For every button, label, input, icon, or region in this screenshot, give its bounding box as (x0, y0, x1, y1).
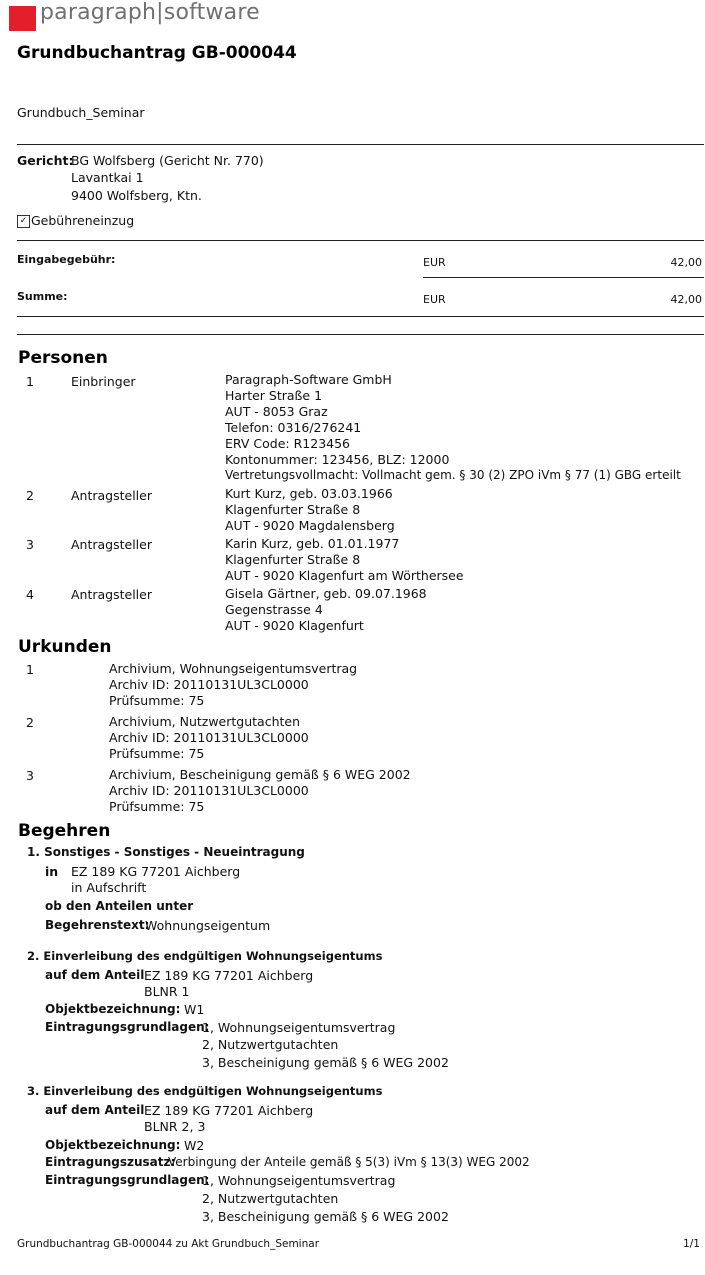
begehren-3-grund-line: 2, Nutzwertgutachten (202, 1191, 339, 1206)
urkunde-line: Archiv ID: 20110131UL3CL0000 (109, 730, 309, 745)
begehren-2-objekt-value: W1 (184, 1002, 205, 1017)
person-line: Gisela Gärtner, geb. 09.07.1968 (225, 586, 427, 601)
urkunde-line: Archivium, Bescheinigung gemäß § 6 WEG 2002 (109, 767, 411, 782)
person-line: Kurt Kurz, geb. 03.03.1966 (225, 486, 393, 501)
person-num: 1 (26, 374, 34, 389)
person-line: AUT - 9020 Magdalensberg (225, 518, 395, 533)
begehren-3-grund-label: Eintragungsgrundlagen: (45, 1173, 210, 1187)
person-line: AUT - 8053 Graz (225, 404, 328, 419)
urkunde-line: Archiv ID: 20110131UL3CL0000 (109, 783, 309, 798)
person-role: Antragsteller (71, 587, 152, 602)
gericht-line3: 9400 Wolfsberg, Ktn. (71, 188, 202, 203)
begehren-2-anteil-line2: BLNR 1 (144, 984, 190, 999)
person-num: 2 (26, 488, 34, 503)
begehren-2-grund-line: 2, Nutzwertgutachten (202, 1037, 339, 1052)
begehren-3-objekt-label: Objektbezeichnung: (45, 1138, 181, 1152)
begehren-1-text-value: Wohnungseigentum (145, 918, 271, 933)
begehren-2-anteil-label: auf dem Anteil (45, 968, 145, 982)
urkunde-line: Prüfsumme: 75 (109, 799, 205, 814)
person-line: Gegenstrasse 4 (225, 602, 323, 617)
person-line: Klagenfurter Straße 8 (225, 502, 361, 517)
begehren-1-in-line1: EZ 189 KG 77201 Aichberg (71, 864, 241, 879)
person-line: Paragraph-Software GmbH (225, 372, 392, 387)
gebuehreneinzug-label: Gebühreneinzug (31, 213, 135, 228)
divider (17, 240, 704, 241)
gericht-line2: Lavantkai 1 (71, 170, 144, 185)
logo-text: paragraph|software (40, 0, 260, 25)
footer-text: Grundbuchantrag GB-000044 zu Akt Grundbuch_Seminar (17, 1238, 320, 1250)
begehren-3-grund-line: 1, Wohnungseigentumsvertrag (202, 1173, 396, 1188)
begehren-2-grund-line: 3, Bescheinigung gemäß § 6 WEG 2002 (202, 1055, 449, 1070)
person-num: 4 (26, 587, 34, 602)
person-line: Telefon: 0316/276241 (225, 420, 362, 435)
person-role: Antragsteller (71, 488, 152, 503)
logo-mark (9, 6, 36, 31)
person-line: Harter Straße 1 (225, 388, 323, 403)
section-heading-urkunden: Urkunden (18, 637, 112, 657)
urkunde-num: 3 (26, 768, 34, 783)
begehren-1-title: 1. Sonstiges - Sonstiges - Neueintragung (27, 845, 305, 859)
begehren-3-zusatz-label: Eintragungszusatz: (45, 1155, 176, 1169)
urkunde-line: Archivium, Nutzwertgutachten (109, 714, 301, 729)
fee-label: Eingabegebühr: (17, 253, 116, 266)
begehren-2-objekt-label: Objektbezeichnung: (45, 1002, 181, 1016)
person-role: Einbringer (71, 374, 136, 389)
divider (423, 277, 704, 278)
person-line: AUT - 9020 Klagenfurt am Wörthersee (225, 568, 464, 583)
person-line: Klagenfurter Straße 8 (225, 552, 361, 567)
person-line: Karin Kurz, geb. 01.01.1977 (225, 536, 400, 551)
person-role: Antragsteller (71, 537, 152, 552)
fee-amount: 42,00 (670, 256, 702, 269)
urkunde-line: Archiv ID: 20110131UL3CL0000 (109, 677, 309, 692)
gericht-line1: BG Wolfsberg (Gericht Nr. 770) (71, 153, 264, 168)
begehren-2-grund-label: Eintragungsgrundlagen: (45, 1020, 210, 1034)
begehren-3-anteil-line1: EZ 189 KG 77201 Aichberg (144, 1103, 314, 1118)
urkunde-num: 2 (26, 715, 34, 730)
begehren-3-objekt-value: W2 (184, 1138, 205, 1153)
divider (17, 144, 704, 145)
gericht-label: Gericht: (17, 153, 74, 168)
begehren-1-in-line2: in Aufschrift (71, 880, 147, 895)
urkunde-num: 1 (26, 662, 34, 677)
person-line: ERV Code: R123456 (225, 436, 351, 451)
person-line: Vertretungsvollmacht: Vollmacht gem. § 30 (2) ZPO iVm § 77 (1) GBG erteilt (225, 468, 681, 482)
sum-label: Summe: (17, 290, 68, 303)
begehren-3-zusatz-value: Verbingung der Anteile gemäß § 5(3) iVm § 13(3) WEG 2002 (168, 1155, 530, 1169)
begehren-2-title: 2. Einverleibung des endgültigen Wohnungseigentums (27, 949, 383, 963)
sum-amount: 42,00 (670, 293, 702, 306)
section-heading-begehren: Begehren (18, 821, 111, 841)
begehren-3-grund-line: 3, Bescheinigung gemäß § 6 WEG 2002 (202, 1209, 449, 1224)
page-number: 1/1 (683, 1238, 700, 1250)
page-title: Grundbuchantrag GB-000044 (17, 43, 297, 63)
urkunde-line: Prüfsumme: 75 (109, 693, 205, 708)
subtitle: Grundbuch_Seminar (17, 105, 145, 120)
begehren-3-anteil-label: auf dem Anteil (45, 1103, 145, 1117)
begehren-1-anteile: ob den Anteilen unter (45, 899, 194, 913)
urkunde-line: Prüfsumme: 75 (109, 746, 205, 761)
urkunde-line: Archivium, Wohnungseigentumsvertrag (109, 661, 358, 676)
begehren-3-title: 3. Einverleibung des endgültigen Wohnungseigentums (27, 1084, 383, 1098)
begehren-1-in-label: in (45, 864, 59, 879)
person-num: 3 (26, 537, 34, 552)
begehren-2-grund-line: 1, Wohnungseigentumsvertrag (202, 1020, 396, 1035)
begehren-1-text-label: Begehrenstext: (45, 918, 150, 932)
gebuehreneinzug-checkbox[interactable]: ✓ (17, 215, 30, 228)
begehren-3-anteil-line2: BLNR 2, 3 (144, 1119, 206, 1134)
sum-currency: EUR (423, 293, 446, 306)
divider (17, 334, 704, 335)
fee-currency: EUR (423, 256, 446, 269)
begehren-2-anteil-line1: EZ 189 KG 77201 Aichberg (144, 968, 314, 983)
section-heading-personen: Personen (18, 348, 108, 368)
person-line: AUT - 9020 Klagenfurt (225, 618, 364, 633)
person-line: Kontonummer: 123456, BLZ: 12000 (225, 452, 450, 467)
divider (17, 316, 704, 317)
